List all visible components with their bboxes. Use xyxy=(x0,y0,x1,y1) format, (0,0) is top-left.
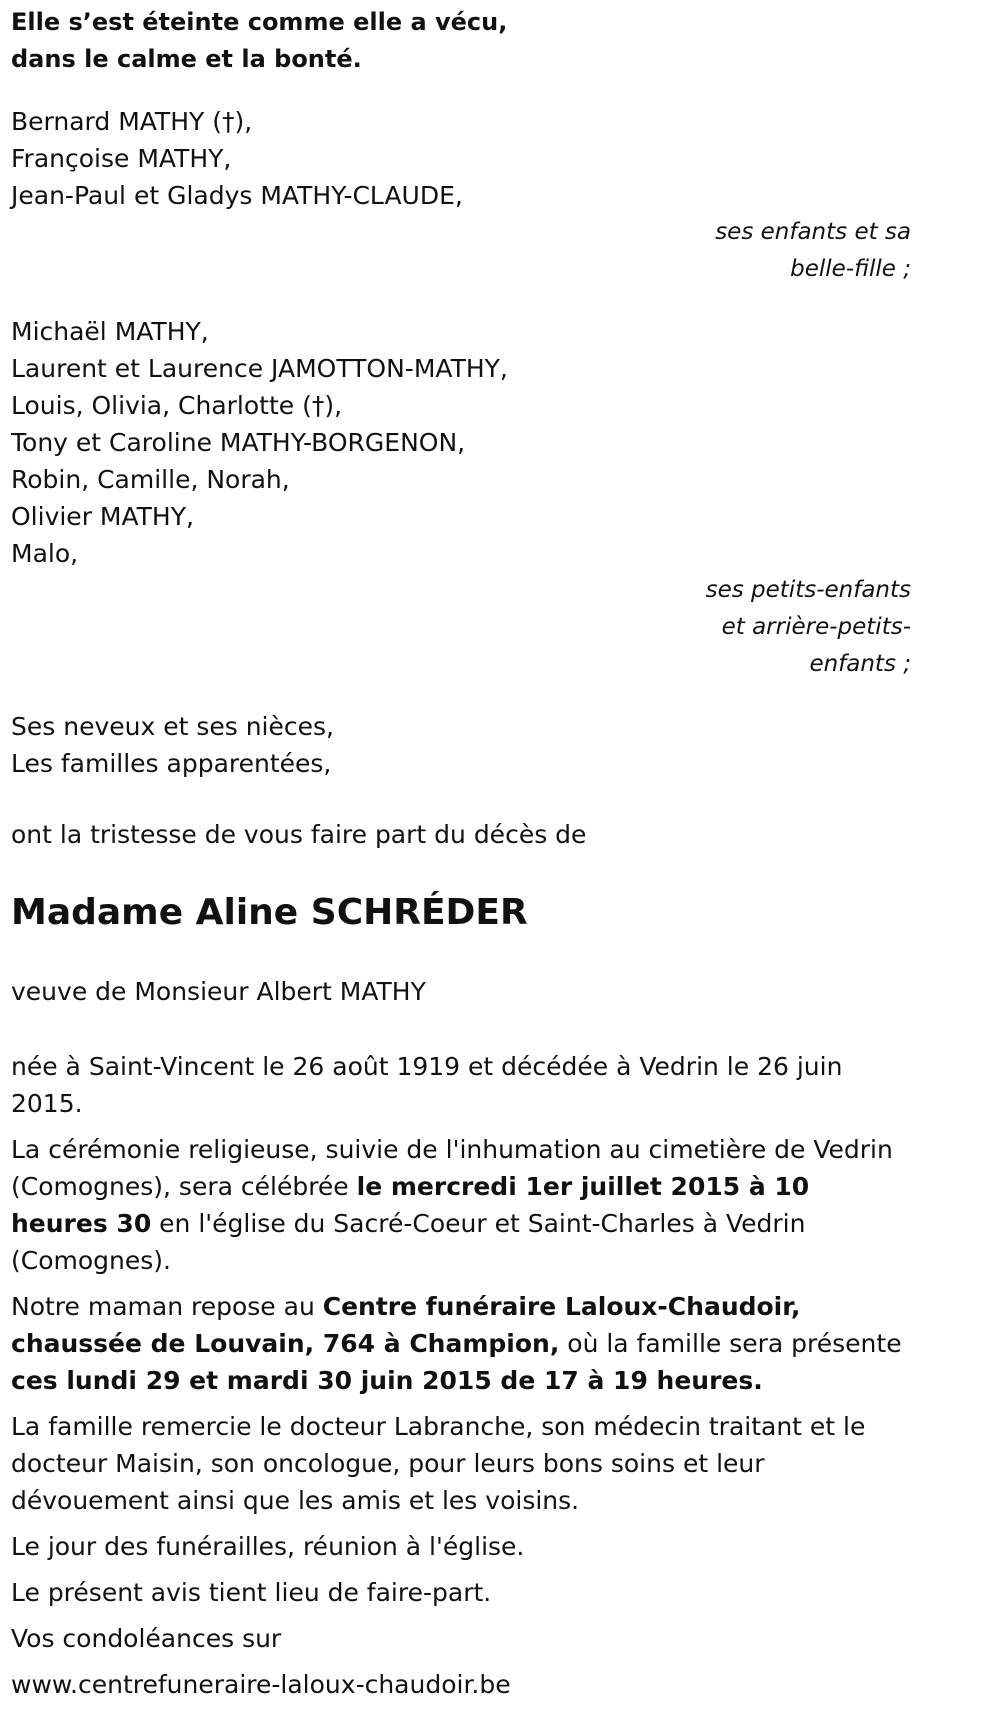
ceremony-paragraph xyxy=(11,1131,911,1279)
grandchild-name: Louis, Olivia, Charlotte (†), xyxy=(11,391,343,420)
child-name: Jean-Paul et Gladys MATHY-CLAUDE, xyxy=(11,181,463,210)
grandchild-name: Robin, Camille, Norah, xyxy=(11,465,290,494)
grandchild-name: Tony et Caroline MATHY-BORGENON, xyxy=(11,428,466,457)
ceremony-text: La cérémonie religieuse, suivie de l'inhumation au cimetière de Vedrin (Comognes), sera célébrée xyxy=(11,1135,893,1201)
ceremony-location: en l'église du Sacré-Coeur et Saint-Charles à Vedrin (Comognes). xyxy=(11,1209,806,1275)
widow-of-text: veuve de Monsieur Albert MATHY xyxy=(11,977,426,1006)
rest-text: Notre maman repose au xyxy=(11,1292,323,1321)
announcement-text: ont la tristesse de vous faire part du décès de xyxy=(11,820,587,849)
relatives-line: Les familles apparentées, xyxy=(11,749,332,778)
relatives-line: Ses neveux et ses nièces, xyxy=(11,712,334,741)
child-name: Françoise MATHY, xyxy=(11,144,232,173)
rest-times: ces lundi 29 et mardi 30 juin 2015 de 17 à 19 heures. xyxy=(11,1366,763,1395)
grandchild-name: Michaël MATHY, xyxy=(11,317,209,346)
epigraph-line-2: dans le calme et la bonté. xyxy=(11,45,362,73)
grandchildren-relation xyxy=(11,572,911,683)
rest-paragraph xyxy=(11,1288,911,1399)
birth-death-paragraph: née à Saint-Vincent le 26 août 1919 et décédée à Vedrin le 26 juin 2015. xyxy=(11,1052,843,1118)
website-link[interactable]: www.centrefuneraire-laloux-chaudoir.be xyxy=(11,1670,511,1699)
relation-line: enfants ; xyxy=(809,651,911,677)
relation-line: belle-fille ; xyxy=(790,256,911,282)
notice-paragraph: Le présent avis tient lieu de faire-part. xyxy=(11,1578,492,1607)
child-name: Bernard MATHY (†), xyxy=(11,107,253,136)
epigraph xyxy=(11,4,1000,78)
rest-text-2: où la famille sera présente xyxy=(559,1329,902,1358)
children-list xyxy=(11,103,911,214)
ceremony-date: le mercredi 1er juillet 2015 à 10 heures 30 xyxy=(11,1172,810,1238)
grandchildren-list xyxy=(11,313,911,572)
grandchild-name: Olivier MATHY, xyxy=(11,502,194,531)
thanks-paragraph: La famille remercie le docteur Labranche, son médecin traitant et le docteur Maisin, son oncologue, pour leurs bons soins et leur dévouement ainsi que les amis et les voisins. xyxy=(11,1412,866,1515)
grandchild-name: Laurent et Laurence JAMOTTON-MATHY, xyxy=(11,354,508,383)
deceased-name: Madame Aline SCHRÉDER xyxy=(11,892,528,933)
relation-line: ses enfants et sa xyxy=(715,219,911,245)
relation-line: ses petits-enfants xyxy=(705,577,911,603)
other-relatives xyxy=(11,708,911,782)
condolences-label: Vos condoléances sur xyxy=(11,1624,282,1653)
funeral-meeting-paragraph: Le jour des funérailles, réunion à l'église. xyxy=(11,1532,525,1561)
rest-place: Centre funéraire Laloux-Chaudoir, chaussée de Louvain, 764 à Champion, xyxy=(11,1292,801,1358)
grandchild-name: Malo, xyxy=(11,539,79,568)
obituary-notice xyxy=(0,4,1000,1710)
epigraph-line-1: Elle s’est éteinte comme elle a vécu, xyxy=(11,8,508,36)
widow-of xyxy=(11,973,911,1010)
announcement xyxy=(11,816,911,853)
relation-line: et arrière-petits- xyxy=(721,614,911,640)
children-relation xyxy=(11,214,911,288)
